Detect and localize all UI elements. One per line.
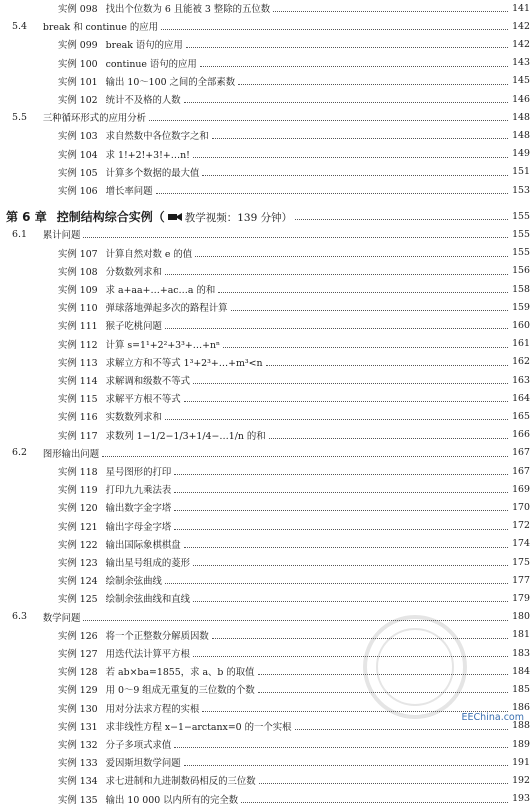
page-number: 189 <box>512 738 530 750</box>
dot-leader <box>273 10 508 12</box>
dot-leader <box>200 65 508 67</box>
toc-entry <box>0 298 530 316</box>
entry-number: 实例 133 <box>58 758 98 770</box>
page-number: 180 <box>512 611 530 623</box>
dot-leader <box>165 273 508 275</box>
toc-entry <box>0 126 530 144</box>
entry-title <box>106 128 209 142</box>
entry-title <box>106 282 216 296</box>
entry-title <box>106 792 239 806</box>
entry-number: 实例 125 <box>58 594 98 606</box>
toc-entry <box>0 0 530 17</box>
toc-entry <box>0 371 530 389</box>
entry-title-text: 分数数列求和 <box>105 266 162 278</box>
toc-entry <box>0 262 530 280</box>
entry-number: 实例 135 <box>58 794 98 806</box>
entry-number: 6.2 <box>12 447 27 459</box>
entry-number: 实例 120 <box>58 503 98 515</box>
entry-number: 实例 119 <box>58 485 98 497</box>
entry-title-text: 控制结构综合实例 <box>56 209 153 224</box>
page-number: 167 <box>512 465 530 477</box>
entry-number: 实例 109 <box>58 285 98 296</box>
entry-number: 实例 105 <box>58 167 98 179</box>
toc-entry <box>0 54 530 72</box>
entry-number: 实例 110 <box>58 303 98 315</box>
video-duration: 教学视频：139 分钟） <box>184 211 293 224</box>
chapter-paren: （ <box>152 209 165 224</box>
entry-title <box>106 56 197 70</box>
entry-title-text: 求解平方根不等式 <box>105 394 181 406</box>
dot-leader <box>174 473 508 475</box>
dot-leader <box>193 564 508 566</box>
page-number: 179 <box>512 592 530 604</box>
entry-title-text: 绘制余弦曲线和直线 <box>105 594 191 606</box>
entry-title <box>106 428 266 442</box>
entry-number: 6.1 <box>12 228 27 240</box>
dot-leader <box>193 600 508 602</box>
toc-section <box>0 225 530 243</box>
page-number: 184 <box>512 665 530 677</box>
entry-title-text: 星号图形的打印 <box>105 467 172 478</box>
entry-number: 6.3 <box>12 611 27 623</box>
dot-leader <box>212 137 508 139</box>
entry-title <box>106 147 190 161</box>
toc-entry <box>0 389 530 407</box>
entry-title-text: 实数数列求和 <box>105 412 162 424</box>
entry-title <box>106 318 162 332</box>
dot-leader <box>193 156 508 158</box>
toc-entry <box>0 571 530 589</box>
entry-number: 实例 134 <box>58 776 98 788</box>
entry-title <box>106 755 181 769</box>
entry-title-text: 输出星号组成的菱形 <box>105 558 191 569</box>
entry-title-text: 计算多个数据的最大值 <box>105 167 200 179</box>
toc-entry <box>0 462 530 480</box>
page-number: 181 <box>512 629 530 641</box>
dot-leader <box>238 83 508 85</box>
entry-title <box>106 74 236 88</box>
entry-number: 实例 127 <box>58 649 98 660</box>
page-number: 177 <box>512 574 530 586</box>
entry-number: 实例 101 <box>58 76 98 88</box>
entry-title-text: 图形输出问题 <box>42 448 100 460</box>
entry-title <box>43 227 81 241</box>
toc-entry <box>0 753 530 771</box>
dot-leader <box>174 746 508 748</box>
toc-section <box>0 444 530 462</box>
entry-title <box>106 409 162 423</box>
page-number: 155 <box>512 210 530 222</box>
entry-number: 实例 116 <box>58 412 98 424</box>
entry-title-text: 求非线性方程 x−1−arctanx=0 的一个实根 <box>105 721 292 733</box>
entry-title <box>106 264 162 278</box>
page-number: 170 <box>512 501 530 513</box>
dot-leader <box>241 801 508 803</box>
entry-title-text: 输出数字金字塔 <box>105 503 172 515</box>
entry-title-text: 将一个正整数分解质因数 <box>105 630 209 642</box>
page-number: 161 <box>512 338 530 350</box>
dot-leader <box>269 437 508 439</box>
entry-number: 实例 100 <box>58 58 98 70</box>
toc-entry <box>0 163 530 181</box>
entry-title <box>106 165 200 179</box>
toc-chapter <box>0 205 530 227</box>
dot-leader <box>174 528 508 530</box>
toc-entry <box>0 553 530 571</box>
entry-title <box>106 500 172 514</box>
entry-title-text: 弹球落地弹起多次的路程计算 <box>105 303 228 315</box>
entry-number: 实例 107 <box>58 248 98 260</box>
entry-title-text: 求解调和级数不等式 <box>105 376 191 387</box>
page-number: 142 <box>512 20 530 32</box>
entry-title <box>106 391 181 405</box>
toc-entry <box>0 498 530 516</box>
toc-entry <box>0 35 530 53</box>
entry-number: 5.5 <box>12 111 27 123</box>
page-number: 143 <box>512 57 530 69</box>
entry-title-text: 输出 10 000 以内所有的完全数 <box>105 794 239 806</box>
entry-title <box>106 183 153 197</box>
toc-entry <box>0 426 530 444</box>
toc-entry <box>0 589 530 607</box>
page-number: 155 <box>512 247 530 259</box>
dot-leader <box>184 764 508 766</box>
page-number: 162 <box>512 356 530 368</box>
entry-title <box>106 701 200 715</box>
page-number: 141 <box>512 2 530 14</box>
seal-watermark <box>360 612 470 722</box>
dot-leader <box>195 255 508 257</box>
dot-leader <box>156 192 508 194</box>
dot-leader <box>102 455 508 457</box>
entry-title <box>43 610 81 624</box>
entry-title <box>106 355 263 369</box>
entry-title-text: 用 0～9 组成无重复的三位数的个数 <box>105 685 255 697</box>
entry-title <box>106 646 190 660</box>
entry-number: 实例 098 <box>58 4 98 15</box>
toc-entry <box>0 244 530 262</box>
entry-title-text: continue 语句的应用 <box>105 58 197 70</box>
entry-title <box>106 737 172 751</box>
entry-number: 实例 112 <box>58 339 98 351</box>
entry-title-text: 猴子吃桃问题 <box>105 321 162 333</box>
entry-number: 实例 099 <box>58 40 98 52</box>
entry-title-text: 求 1!+2!+3!+…n! <box>105 149 190 161</box>
entry-title-text: 求七进制和九进制数码相反的三位数 <box>105 776 256 788</box>
entry-title <box>106 591 190 605</box>
entry-title <box>106 519 172 533</box>
toc-entry <box>0 72 530 90</box>
entry-title-text: 统计不及格的人数 <box>105 95 181 106</box>
entry-number: 实例 129 <box>58 685 98 697</box>
entry-title-text: 增长率问题 <box>105 186 153 197</box>
toc-entry <box>0 280 530 298</box>
page-number: 185 <box>512 683 530 695</box>
entry-number: 实例 130 <box>58 703 98 715</box>
page-number: 167 <box>512 447 530 459</box>
entry-title <box>106 92 181 106</box>
toc-entry <box>0 407 530 425</box>
entry-title <box>106 37 183 51</box>
page-number: 193 <box>512 793 530 805</box>
entry-number: 实例 121 <box>58 521 98 533</box>
dot-leader <box>218 291 508 293</box>
entry-title <box>106 555 190 569</box>
page-number: 166 <box>512 429 530 441</box>
entry-title <box>106 373 190 387</box>
entry-title <box>106 682 255 696</box>
page-number: 145 <box>512 75 530 87</box>
page-number: 174 <box>512 538 530 550</box>
entry-number: 实例 106 <box>58 186 98 197</box>
dot-leader <box>165 582 508 584</box>
entry-title-text: 打印九九乘法表 <box>105 485 172 497</box>
page-number: 158 <box>512 283 530 295</box>
entry-title-text: 计算自然对数 e 的值 <box>105 248 193 260</box>
page-number: 160 <box>512 319 530 331</box>
entry-number: 第 6 章 <box>6 209 47 224</box>
entry-title-text: 求 a+aa+…+ac…a 的和 <box>105 285 216 296</box>
dot-leader <box>184 546 508 548</box>
dot-leader <box>165 418 508 420</box>
entry-number: 实例 126 <box>58 630 98 642</box>
page-number: 142 <box>512 38 530 50</box>
page-number: 155 <box>512 228 530 240</box>
page-number: 186 <box>512 702 530 714</box>
entry-number: 5.4 <box>12 20 27 32</box>
toc-entry <box>0 335 530 353</box>
page-number: 163 <box>512 374 530 386</box>
page-number: 153 <box>512 184 530 196</box>
page-number: 148 <box>512 111 530 123</box>
page-number: 192 <box>512 774 530 786</box>
page-number: 159 <box>512 301 530 313</box>
entry-title-text: 求数列 1−1/2−1/3+1/4−…1/n 的和 <box>105 430 266 442</box>
entry-number: 实例 114 <box>58 376 98 387</box>
dot-leader <box>202 174 508 176</box>
dot-leader <box>223 346 508 348</box>
entry-title <box>43 446 99 460</box>
entry-title <box>106 482 172 496</box>
entry-title <box>106 773 256 787</box>
page-number: 188 <box>512 720 530 732</box>
dot-leader <box>184 101 508 103</box>
entry-number: 实例 124 <box>58 576 98 588</box>
page-number: 191 <box>512 756 530 768</box>
entry-title-text: 数学问题 <box>42 612 81 624</box>
entry-title-text: 若 ab×ba=1855，求 a、b 的取值 <box>105 667 255 679</box>
dot-leader <box>259 782 508 784</box>
entry-title-text: 计算 s=1¹+2²+3³+…+nⁿ <box>105 339 221 351</box>
entry-title-text: 三种循环形式的应用分析 <box>42 113 147 125</box>
dot-leader <box>149 119 508 121</box>
entry-title <box>106 628 209 642</box>
entry-title <box>106 573 162 587</box>
entry-title-text: 用对分法求方程的实根 <box>105 703 200 715</box>
entry-number: 实例 128 <box>58 667 98 679</box>
entry-title <box>106 300 228 314</box>
dot-leader <box>165 327 508 329</box>
dot-leader <box>295 218 508 220</box>
entry-title <box>57 208 292 225</box>
toc-entry <box>0 735 530 753</box>
toc-entry <box>0 480 530 498</box>
entry-title-text: 爱因斯坦数学问题 <box>105 758 181 770</box>
toc-entry <box>0 181 530 199</box>
entry-number: 实例 103 <box>58 131 98 143</box>
entry-title-text: 求自然数中各位数字之和 <box>105 131 209 143</box>
entry-title-text: break 和 continue 的应用 <box>42 22 158 34</box>
entry-title <box>106 537 181 551</box>
dot-leader <box>231 309 508 311</box>
toc-section <box>0 108 530 126</box>
entry-number: 实例 108 <box>58 266 98 278</box>
page-number: 175 <box>512 556 530 568</box>
entry-title-text: 找出个位数为 6 且能被 3 整除的五位数 <box>105 4 271 15</box>
entry-title-text: 分子多项式求值 <box>105 740 172 751</box>
page-number: 172 <box>512 520 530 532</box>
page-number: 146 <box>512 93 530 105</box>
toc-section <box>0 17 530 35</box>
page-number: 169 <box>512 483 530 495</box>
video-camera-icon <box>167 212 183 222</box>
toc-entry <box>0 790 530 808</box>
entry-number: 实例 111 <box>58 321 98 333</box>
page-number: 151 <box>512 166 530 178</box>
entry-number: 实例 104 <box>58 149 98 161</box>
dot-leader <box>83 236 508 238</box>
page-number: 156 <box>512 265 530 277</box>
entry-title-text: break 语句的应用 <box>105 40 183 52</box>
entry-number: 实例 131 <box>58 721 98 733</box>
toc-entry <box>0 517 530 535</box>
toc-entry <box>0 145 530 163</box>
entry-number: 实例 113 <box>58 357 98 369</box>
entry-title <box>106 664 255 678</box>
entry-title-text: 输出国际象棋棋盘 <box>105 539 181 551</box>
entry-number: 实例 102 <box>58 95 98 106</box>
entry-number: 实例 115 <box>58 394 98 406</box>
page-number: 183 <box>512 647 530 659</box>
dot-leader <box>174 509 508 511</box>
entry-title-text: 输出 10～100 之间的全部素数 <box>105 76 236 88</box>
entry-title <box>43 110 146 124</box>
page-number: 165 <box>512 410 530 422</box>
entry-title-text: 累计问题 <box>42 230 81 242</box>
dot-leader <box>184 400 508 402</box>
entry-number: 实例 132 <box>58 740 98 751</box>
entry-title-text: 求解立方和不等式 1³+2³+…+m³<n <box>105 357 263 369</box>
toc-entry <box>0 90 530 108</box>
page-number: 164 <box>512 392 530 404</box>
toc-entry <box>0 771 530 789</box>
entry-title <box>106 1 270 15</box>
dot-leader <box>295 728 509 730</box>
entry-title-text: 绘制余弦曲线 <box>105 576 162 588</box>
entry-number: 实例 123 <box>58 558 98 569</box>
dot-leader <box>174 491 508 493</box>
entry-title-text: 输出字母金字塔 <box>105 521 172 533</box>
toc-entry <box>0 535 530 553</box>
toc-entry <box>0 316 530 334</box>
dot-leader <box>266 364 508 366</box>
entry-number: 实例 117 <box>58 430 98 442</box>
dot-leader <box>186 46 508 48</box>
entry-title <box>106 464 172 478</box>
entry-title-text: 用迭代法计算平方根 <box>105 649 191 660</box>
page-number: 149 <box>512 148 530 160</box>
page-number: 148 <box>512 129 530 141</box>
entry-title <box>43 19 158 33</box>
entry-number: 实例 122 <box>58 539 98 551</box>
entry-title <box>106 246 193 260</box>
site-watermark: EEChina.com <box>461 712 524 723</box>
dot-leader <box>193 382 508 384</box>
entry-title <box>106 337 220 351</box>
entry-number: 实例 118 <box>58 467 98 478</box>
dot-leader <box>161 28 508 30</box>
toc-entry <box>0 353 530 371</box>
